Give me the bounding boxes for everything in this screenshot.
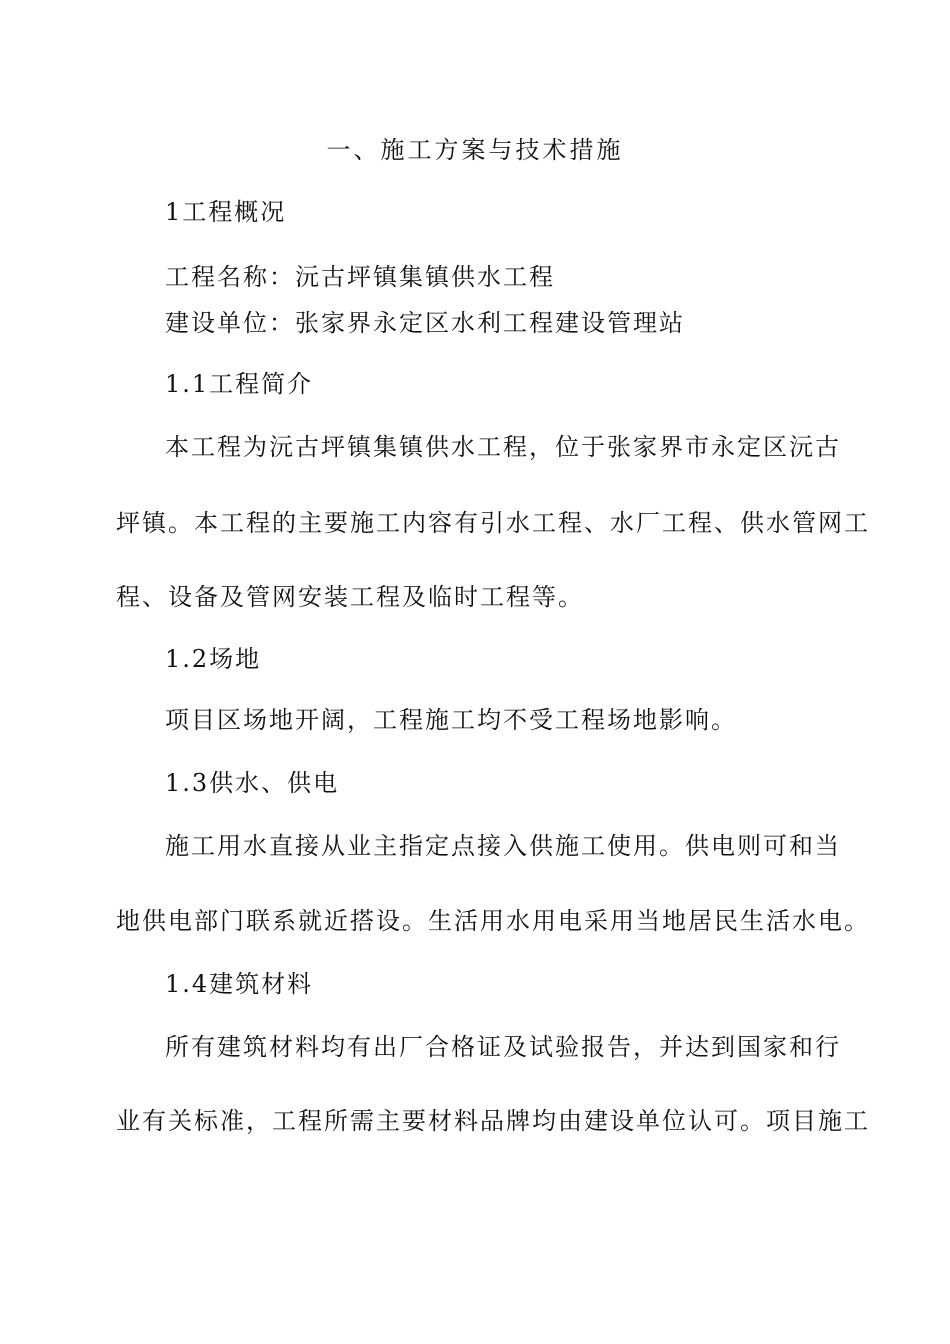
section-heading-1-4: 1.4建筑材料 — [165, 970, 314, 998]
page-title: 一、施工方案与技术措施 — [326, 136, 624, 164]
owner-line: 建设单位：张家界永定区水利工程建设管理站 — [165, 309, 685, 337]
paragraph-line: 项目区场地开阔，工程施工均不受工程场地影响。 — [165, 706, 737, 734]
project-name-line: 工程名称：沅古坪镇集镇供水工程 — [165, 263, 555, 291]
section-heading-1-3: 1.3供水、供电 — [165, 769, 340, 797]
section-heading-1-2: 1.2场地 — [165, 645, 262, 673]
paragraph-line: 程、设备及管网安装工程及临时工程等。 — [116, 583, 584, 611]
section-heading-1: 1工程概况 — [165, 198, 287, 226]
paragraph-line: 施工用水直接从业主指定点接入供施工使用。供电则可和当 — [165, 832, 841, 860]
section-heading-1-1: 1.1工程简介 — [165, 370, 314, 398]
paragraph-line: 本工程为沅古坪镇集镇供水工程，位于张家界市永定区沅古 — [165, 433, 841, 461]
paragraph-line: 业有关标准，工程所需主要材料品牌均由建设单位认可。项目施工 — [116, 1107, 870, 1135]
paragraph-line: 坪镇。本工程的主要施工内容有引水工程、水厂工程、供水管网工 — [116, 509, 870, 537]
paragraph-line: 地供电部门联系就近搭设。生活用水用电采用当地居民生活水电。 — [116, 907, 870, 935]
paragraph-line: 所有建筑材料均有出厂合格证及试验报告，并达到国家和行 — [165, 1033, 841, 1061]
